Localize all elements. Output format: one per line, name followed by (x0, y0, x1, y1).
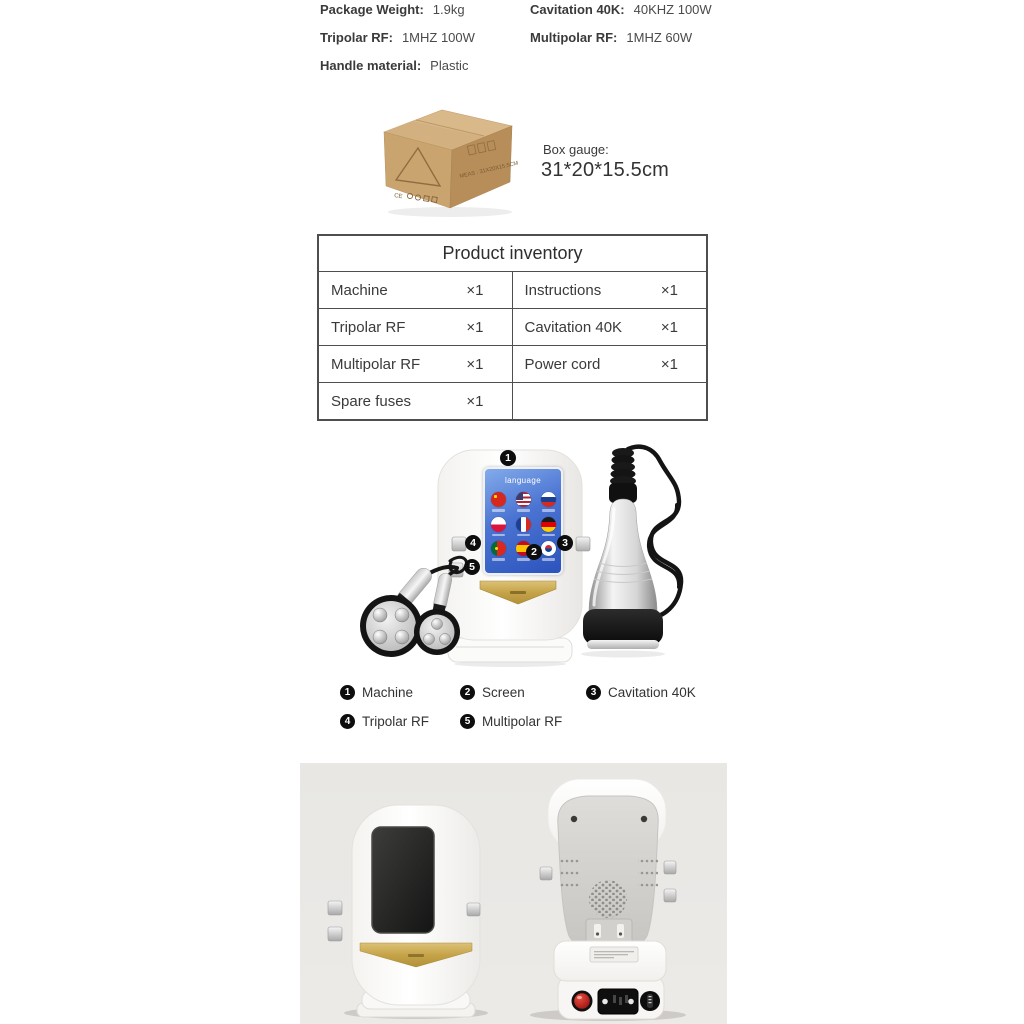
photo-strip (300, 763, 727, 1024)
screw (641, 816, 647, 822)
spec-label: Package Weight: (320, 2, 424, 17)
spec-value: 40KHZ 100W (633, 2, 712, 17)
item-qty: ×1 (466, 281, 484, 299)
back-connector (664, 889, 676, 902)
machine-front-view (328, 805, 488, 1019)
spec-multipolar-rf (530, 30, 692, 45)
legend-item-multipolar (460, 714, 562, 729)
spec-label: Tripolar RF: (320, 30, 393, 45)
back-connector (540, 867, 552, 880)
callout-2-screen: 2 (526, 544, 542, 560)
screw (571, 816, 577, 822)
inventory-title: Product inventory (319, 236, 706, 272)
item-name: Spare fuses (331, 392, 412, 410)
flag-portugal-icon (491, 541, 506, 556)
legend-label: Machine (362, 685, 414, 700)
legend-badge: 3 (586, 685, 601, 700)
item-qty: ×1 (466, 355, 484, 373)
front-connector (467, 903, 480, 916)
flag-germany-icon (541, 517, 556, 532)
screen-title: language (504, 476, 542, 485)
spec-tripolar-rf (320, 30, 475, 45)
item-qty: ×1 (660, 318, 678, 336)
item-name: Machine (331, 281, 388, 299)
box-gauge-label: Box gauge: (543, 142, 609, 157)
legend-label: Multipolar RF (482, 714, 563, 729)
front-back-photos (300, 763, 727, 1024)
legend-item-screen (460, 685, 525, 700)
spec-package-weight (320, 2, 465, 17)
legend-badge: 1 (340, 685, 355, 700)
item-qty: ×1 (466, 392, 484, 410)
callout-5-multipolar-rf: 5 (464, 559, 480, 575)
carton-box-image (372, 102, 522, 220)
legend-item-cavitation (586, 685, 696, 700)
device-figure (330, 443, 690, 668)
table-row (319, 383, 706, 419)
product-inventory-table (317, 234, 708, 421)
box-gauge-value: 31*20*15.5cm (541, 159, 670, 181)
flag-france-icon (516, 517, 531, 532)
item-name: Power cord (524, 355, 601, 373)
legend-badge: 2 (460, 685, 475, 700)
item-name: Multipolar RF (331, 355, 421, 373)
back-connector (664, 861, 676, 874)
legend-badge: 5 (460, 714, 475, 729)
spec-value: Plastic (430, 58, 469, 73)
table-row (319, 346, 706, 383)
table-row (319, 272, 706, 309)
language-flag-grid (491, 492, 556, 561)
flag-usa-icon (516, 492, 531, 507)
legend-label: Cavitation 40K (608, 685, 696, 700)
vent-holes-right (638, 857, 658, 893)
vent-holes-left (560, 857, 580, 893)
machine-base (448, 638, 572, 662)
legend-item-machine (340, 685, 413, 700)
spec-label: Handle material: (320, 58, 422, 73)
item-name: Instructions (524, 281, 602, 299)
front-connector (328, 901, 342, 915)
flag-poland-icon (491, 517, 506, 532)
spec-label: Cavitation 40K: (530, 2, 625, 17)
table-row (319, 309, 706, 346)
front-connector (328, 927, 342, 941)
spec-value: 1MHZ 100W (401, 30, 475, 45)
ce-mark: CE (393, 193, 403, 201)
item-qty: ×1 (466, 318, 484, 336)
spec-value: 1MHZ 60W (626, 30, 693, 45)
legend-item-tripolar (340, 714, 429, 729)
flag-korea-icon (541, 541, 556, 556)
spec-cavitation-40k (530, 2, 712, 17)
power-button (574, 993, 590, 1009)
machine-back-view (530, 779, 686, 1021)
front-screen-off (372, 827, 434, 933)
carton-meas-text: MEAS : 31X20X15.5CM (459, 160, 519, 180)
legend-badge: 4 (340, 714, 355, 729)
spec-handle-material (320, 58, 468, 73)
legend-label: Screen (482, 685, 525, 700)
item-qty: ×1 (660, 281, 678, 299)
spec-value: 1.9kg (432, 2, 465, 17)
flag-russia-icon (541, 492, 556, 507)
item-name: Tripolar RF (331, 318, 406, 336)
device-screen (483, 467, 563, 575)
callout-3-cavitation: 3 (557, 535, 573, 551)
callout-4-tripolar-rf: 4 (465, 535, 481, 551)
speaker-grille (589, 880, 627, 918)
legend-label: Tripolar RF (362, 714, 430, 729)
spec-label: Multipolar RF: (530, 30, 618, 45)
item-qty: ×1 (660, 355, 678, 373)
callout-1-machine: 1 (500, 450, 516, 466)
item-name: Cavitation 40K (524, 318, 623, 336)
flag-china-icon (491, 492, 506, 507)
